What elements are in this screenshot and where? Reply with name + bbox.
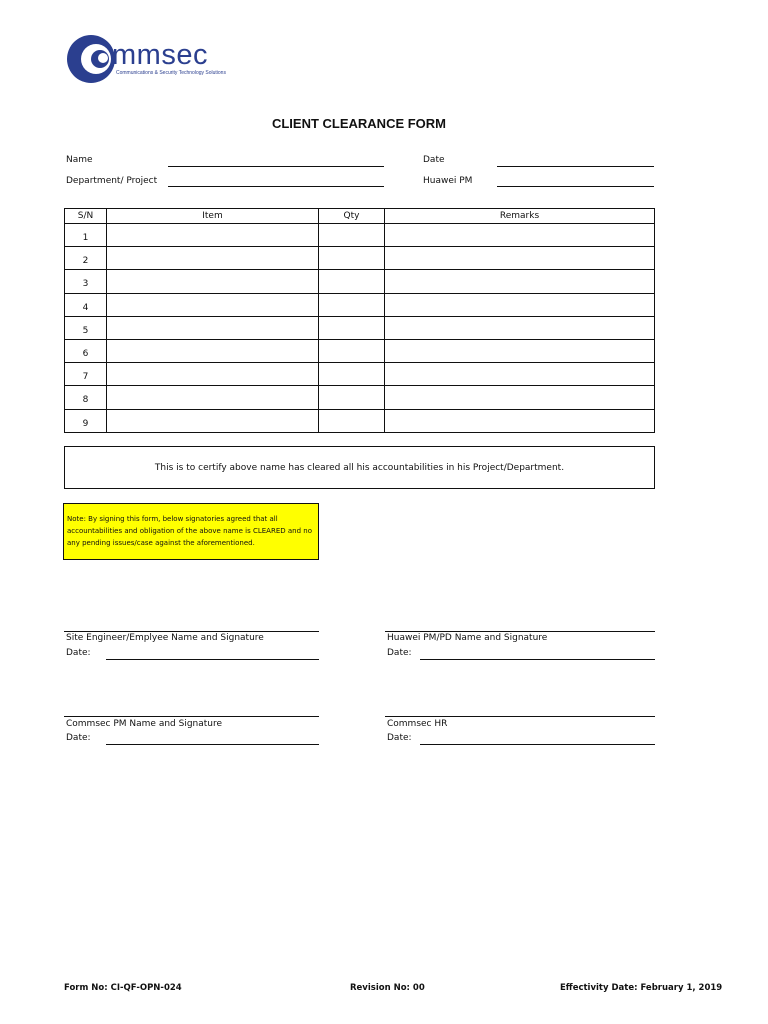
huawei-pm-pd-signature-line[interactable] — [385, 631, 655, 632]
site-engineer-date-field[interactable] — [106, 659, 319, 660]
row-item-cell[interactable] — [107, 363, 319, 386]
form-title: CLIENT CLEARANCE FORM — [271, 116, 447, 131]
footer-revision: Revision No: 00 — [350, 983, 425, 993]
row-qty-cell[interactable] — [319, 386, 385, 409]
row-remarks-cell[interactable] — [385, 339, 655, 362]
row-sn: 2 — [65, 247, 107, 270]
row-qty-cell[interactable] — [319, 409, 385, 432]
name-label: Name — [66, 155, 93, 165]
footer-form-no: Form No: CI-QF-OPN-024 — [64, 983, 182, 993]
table-row — [65, 270, 655, 293]
items-table — [64, 208, 655, 433]
row-sn: 9 — [65, 409, 107, 432]
table-row — [65, 363, 655, 386]
table-row — [65, 409, 655, 432]
row-item-cell[interactable] — [107, 224, 319, 247]
header-qty: Qty — [319, 209, 385, 224]
header-remarks: Remarks — [385, 209, 655, 224]
table-header-row — [65, 209, 655, 224]
logo-tagline: Communications & Security Technology Solutions — [116, 70, 226, 76]
commsec-hr-date-field[interactable] — [420, 744, 655, 745]
table-row — [65, 339, 655, 362]
row-qty-cell[interactable] — [319, 293, 385, 316]
row-qty-cell[interactable] — [319, 270, 385, 293]
commsec-pm-signature-line[interactable] — [64, 716, 319, 717]
row-sn: 7 — [65, 363, 107, 386]
row-sn: 3 — [65, 270, 107, 293]
row-item-cell[interactable] — [107, 339, 319, 362]
commsec-pm-date-label: Date: — [66, 733, 91, 743]
header-item: Item — [107, 209, 319, 224]
row-sn: 5 — [65, 316, 107, 339]
row-item-cell[interactable] — [107, 386, 319, 409]
note-text: Note: By signing this form, below signatories agreed that all accountabilities and obligation of the above name is CLEARED and no any pending issues/case against the aforementioned. — [67, 515, 312, 547]
row-remarks-cell[interactable] — [385, 247, 655, 270]
commsec-hr-date-label: Date: — [387, 733, 412, 743]
certification-text: This is to certify above name has cleared all his accountabilities in his Project/Department. — [154, 462, 565, 473]
row-item-cell[interactable] — [107, 270, 319, 293]
row-remarks-cell[interactable] — [385, 293, 655, 316]
table-row — [65, 247, 655, 270]
huawei-pm-field[interactable] — [497, 186, 654, 187]
name-field[interactable] — [168, 166, 384, 167]
row-item-cell[interactable] — [107, 316, 319, 339]
row-qty-cell[interactable] — [319, 224, 385, 247]
commsec-hr-signature-line[interactable] — [385, 716, 655, 717]
table-row — [65, 316, 655, 339]
site-engineer-signature-line[interactable] — [64, 631, 319, 632]
table-row — [65, 224, 655, 247]
table-row — [65, 386, 655, 409]
row-qty-cell[interactable] — [319, 339, 385, 362]
row-item-cell[interactable] — [107, 247, 319, 270]
date-label: Date — [423, 155, 445, 165]
huawei-pm-pd-date-label: Date: — [387, 648, 412, 658]
huawei-pm-pd-label: Huawei PM/PD Name and Signature — [387, 633, 548, 643]
site-engineer-label: Site Engineer/Emplyee Name and Signature — [66, 633, 264, 643]
row-remarks-cell[interactable] — [385, 409, 655, 432]
row-qty-cell[interactable] — [319, 363, 385, 386]
row-qty-cell[interactable] — [319, 316, 385, 339]
department-field[interactable] — [168, 186, 384, 187]
row-remarks-cell[interactable] — [385, 270, 655, 293]
table-row — [65, 293, 655, 316]
huawei-pm-pd-date-field[interactable] — [420, 659, 655, 660]
huawei-pm-label: Huawei PM — [423, 176, 473, 186]
commsec-pm-label: Commsec PM Name and Signature — [66, 719, 223, 729]
row-sn: 6 — [65, 339, 107, 362]
commsec-logo — [66, 34, 226, 84]
row-item-cell[interactable] — [107, 293, 319, 316]
header-sn: S/N — [65, 209, 107, 224]
row-remarks-cell[interactable] — [385, 316, 655, 339]
row-qty-cell[interactable] — [319, 247, 385, 270]
row-sn: 1 — [65, 224, 107, 247]
commsec-pm-date-field[interactable] — [106, 744, 319, 745]
department-label: Department/ Project — [66, 176, 158, 186]
row-sn: 8 — [65, 386, 107, 409]
row-sn: 4 — [65, 293, 107, 316]
row-remarks-cell[interactable] — [385, 224, 655, 247]
logo-c-emblem — [66, 34, 118, 84]
certification-box — [64, 446, 655, 489]
row-remarks-cell[interactable] — [385, 363, 655, 386]
date-field[interactable] — [497, 166, 654, 167]
row-item-cell[interactable] — [107, 409, 319, 432]
footer-effectivity-date: Effectivity Date: February 1, 2019 — [560, 983, 723, 993]
note-box — [63, 503, 319, 560]
row-remarks-cell[interactable] — [385, 386, 655, 409]
commsec-hr-label: Commsec HR — [387, 719, 448, 729]
site-engineer-date-label: Date: — [66, 648, 91, 658]
logo-wordmark: mmsec — [112, 39, 208, 71]
